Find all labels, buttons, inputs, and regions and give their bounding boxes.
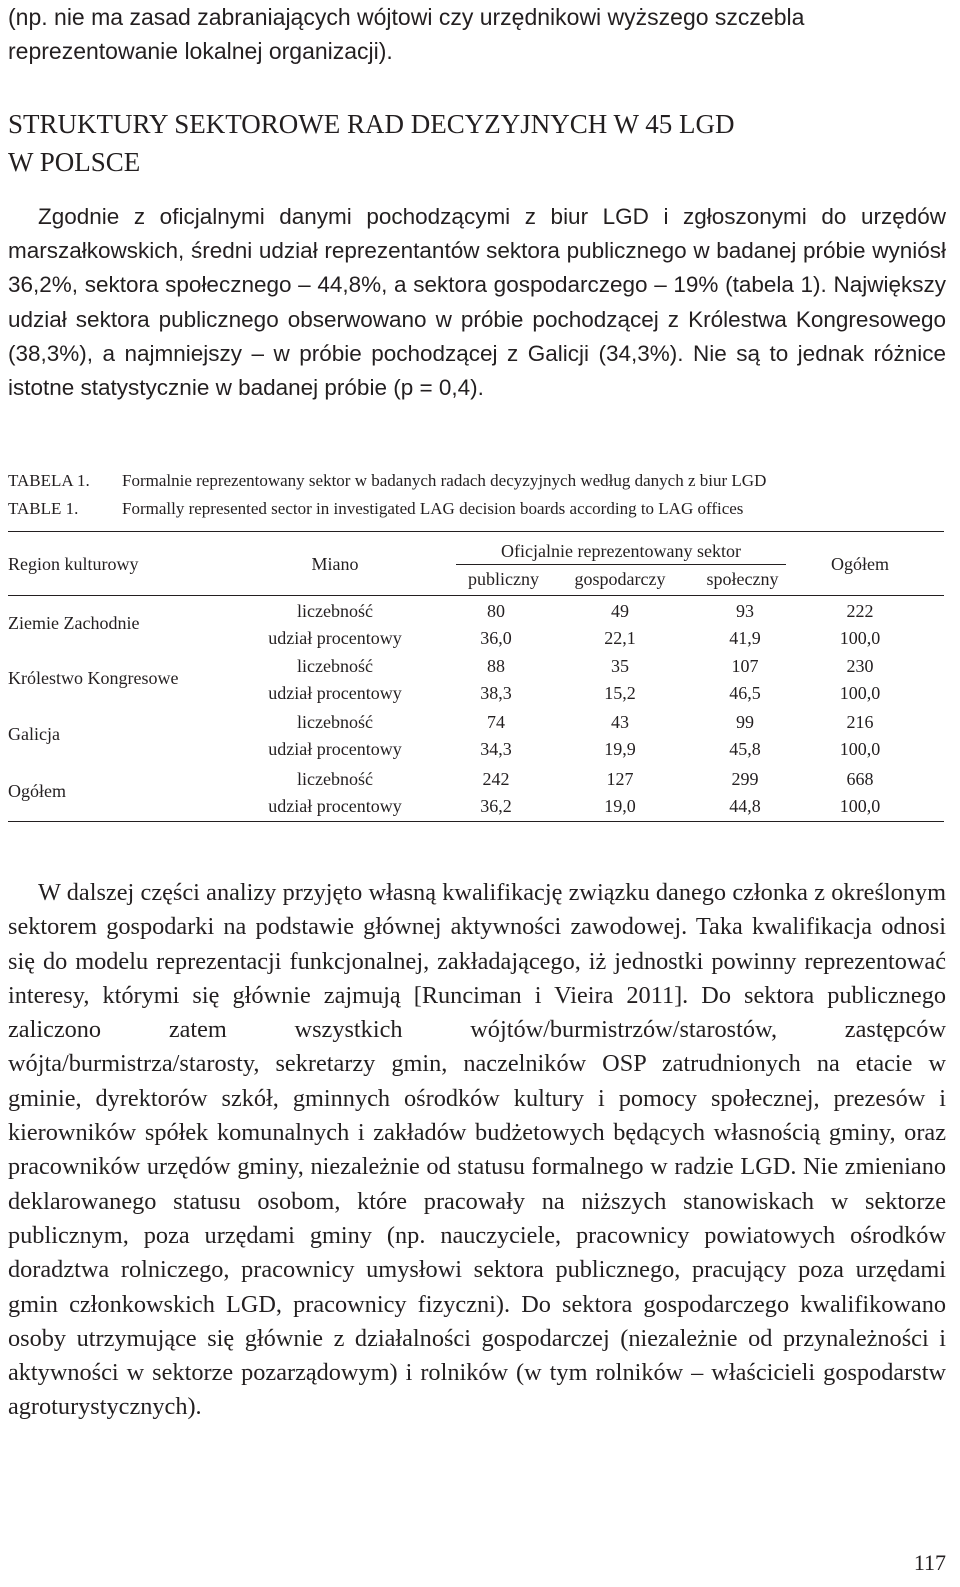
row-region-label: Królestwo Kongresowe — [8, 668, 179, 688]
table-cell-business: 35 — [611, 656, 629, 676]
intro-paragraph: (np. nie ma zasad zabraniających wójtowi czy urzędnikowi wyższego szczebla reprezentowanie lokalnej organizacji). — [8, 4, 805, 64]
table-cell-public: 36,0 — [480, 628, 512, 648]
table-caption-en — [8, 498, 948, 520]
header-group: Oficjalnie reprezentowany sektor — [501, 541, 741, 561]
table-cell-public: 242 — [482, 769, 510, 789]
table-cell-business: 19,0 — [604, 796, 636, 816]
table-cell-measure: liczebność — [297, 769, 373, 789]
table-cell-measure: udział procentowy — [268, 683, 402, 703]
table-cell-business: 19,9 — [604, 739, 636, 759]
table-cell-total: 230 — [846, 656, 874, 676]
table-cell-social: 99 — [736, 712, 754, 732]
table-cell-measure: liczebność — [297, 656, 373, 676]
table-bottom-rule — [8, 821, 944, 822]
table-cell-business: 15,2 — [604, 683, 636, 703]
table-cell-public: 88 — [487, 656, 505, 676]
table-caption-pl-label: TABELA 1. — [8, 471, 90, 490]
table-cell-business: 127 — [606, 769, 634, 789]
table-cell-measure: liczebność — [297, 712, 373, 732]
table-cell-public: 36,2 — [480, 796, 512, 816]
table-cell-business: 43 — [611, 712, 629, 732]
header-social: społeczny — [706, 569, 779, 589]
table-cell-measure: udział procentowy — [268, 739, 402, 759]
page-number: 117 — [913, 1550, 946, 1575]
table-cell-measure: liczebność — [297, 601, 373, 621]
table-cell-social: 93 — [736, 601, 754, 621]
body-paragraph-1: Zgodnie z oficjalnymi danymi pochodzącymi z biur LGD i zgłoszonymi do urzędów marszałkowskich, średni udział reprezentantów sektora publicznego w badanej próbie wyniósł 36,2%, sektora społecznego – 44,8%, a sektora gospodarczego – 19% (tabela 1). Największy udział sektora publicznego obserwowano w próbie pochodzącej z Królestwa Kongresowego (38,3%), a najmniejszy – w próbie pochodzącej z Galicji (34,3%). Nie są to jednak różnice istotne statystycznie w badanej próbie (p = 0,4). — [8, 204, 946, 401]
table-cell-total: 222 — [846, 601, 874, 621]
table-cell-social: 41,9 — [729, 628, 761, 648]
table-cell-measure: udział procentowy — [268, 628, 402, 648]
table-cell-total: 100,0 — [839, 628, 881, 648]
table-cell-public: 80 — [487, 601, 505, 621]
header-business: gospodarczy — [574, 569, 666, 589]
table-caption-en-label: TABLE 1. — [8, 499, 79, 518]
row-region-label: Galicja — [8, 724, 60, 744]
table-cell-public: 38,3 — [480, 683, 512, 703]
table-cell-social: 107 — [731, 656, 759, 676]
table-cell-total: 100,0 — [839, 683, 881, 703]
table-cell-social: 44,8 — [729, 796, 761, 816]
table-cell-public: 74 — [487, 712, 505, 732]
table-cell-social: 46,5 — [729, 683, 761, 703]
table-cell-social: 299 — [731, 769, 759, 789]
table-cell-total: 100,0 — [839, 739, 881, 759]
header-total: Ogółem — [831, 554, 889, 574]
table-cell-business: 22,1 — [604, 628, 636, 648]
table-cell-public: 34,3 — [480, 739, 512, 759]
table-header-rule — [8, 595, 944, 596]
table-cell-total: 668 — [846, 769, 874, 789]
row-region-label: Ogółem — [8, 781, 66, 801]
table-cell-total: 100,0 — [839, 796, 881, 816]
table-caption-pl-text: Formalnie reprezentowany sektor w badanych radach decyzyjnych według danych z biur LGD — [122, 471, 767, 490]
header-measure: Miano — [311, 554, 359, 574]
section-heading — [8, 105, 948, 181]
body-paragraph-2: W dalszej części analizy przyjęto własną kwalifikację związku danego członka z określonym sektorem gospodarki na podstawie głównej aktywności zawodowej. Taka kwalifikacja odnosi się do modelu reprezentacji funkcjonalnej, zakładającego, iż jednostki powinny reprezentować interesy, którymi się głównie zajmują [Runciman i Vieira 2011]. Do sektora publicznego zaliczono zatem wszystkich wójtów/burmistrzów/starostów, zastępców wójta/burmistrza/starosty, sekretarzy gmin, naczelników OSP zatrudnionych na etacie w gminie, dyrektorów szkół, gminnych ośrodków kultury i pomocy społecznej, prezesów i kierowników spółek komunalnych i zakładów budżetowych będących własnością gminy, oraz pracowników urzędów gminy, niezależnie od statusu formalnego w radzie LGD. Nie zmieniano deklarowanego statusu osobom, które pracowały na niższych stanowiskach w sektorze publicznym, poza urzędami gminy (np. nauczyciele, pracownicy powiatowych ośrodków doradztwa rolniczego, pracownicy umysłowi sektora publicznego, pracujący poza urzędami gmin członkowskich LGD, pracownicy fizyczni). Do sektora gospodarczego kwalifikowano osoby utrzymujące się głównie z działalności gospodarczej (niezależnie od przynależności i aktywności w sektorze pozarządowym) i rolników (w tym rolników – właścicieli gospodarstw agroturystycznych). — [8, 879, 946, 1421]
table-cell-social: 45,8 — [729, 739, 761, 759]
section-heading-line-1: STRUKTURY SEKTOROWE RAD DECYZYJNYCH W 45 LGD — [8, 109, 735, 139]
table-top-rule — [8, 531, 944, 532]
section-heading-line-2: W POLSCE — [8, 147, 141, 177]
header-public: publiczny — [468, 569, 539, 589]
header-group-rule — [456, 564, 786, 565]
table-caption-pl — [8, 470, 948, 492]
table-cell-measure: udział procentowy — [268, 796, 402, 816]
table-cell-business: 49 — [611, 601, 629, 621]
header-region: Region kulturowy — [8, 554, 139, 574]
row-region-label: Ziemie Zachodnie — [8, 613, 140, 633]
table-caption-en-text: Formally represented sector in investigated LAG decision boards according to LAG offices — [122, 499, 744, 518]
table-cell-total: 216 — [846, 712, 874, 732]
